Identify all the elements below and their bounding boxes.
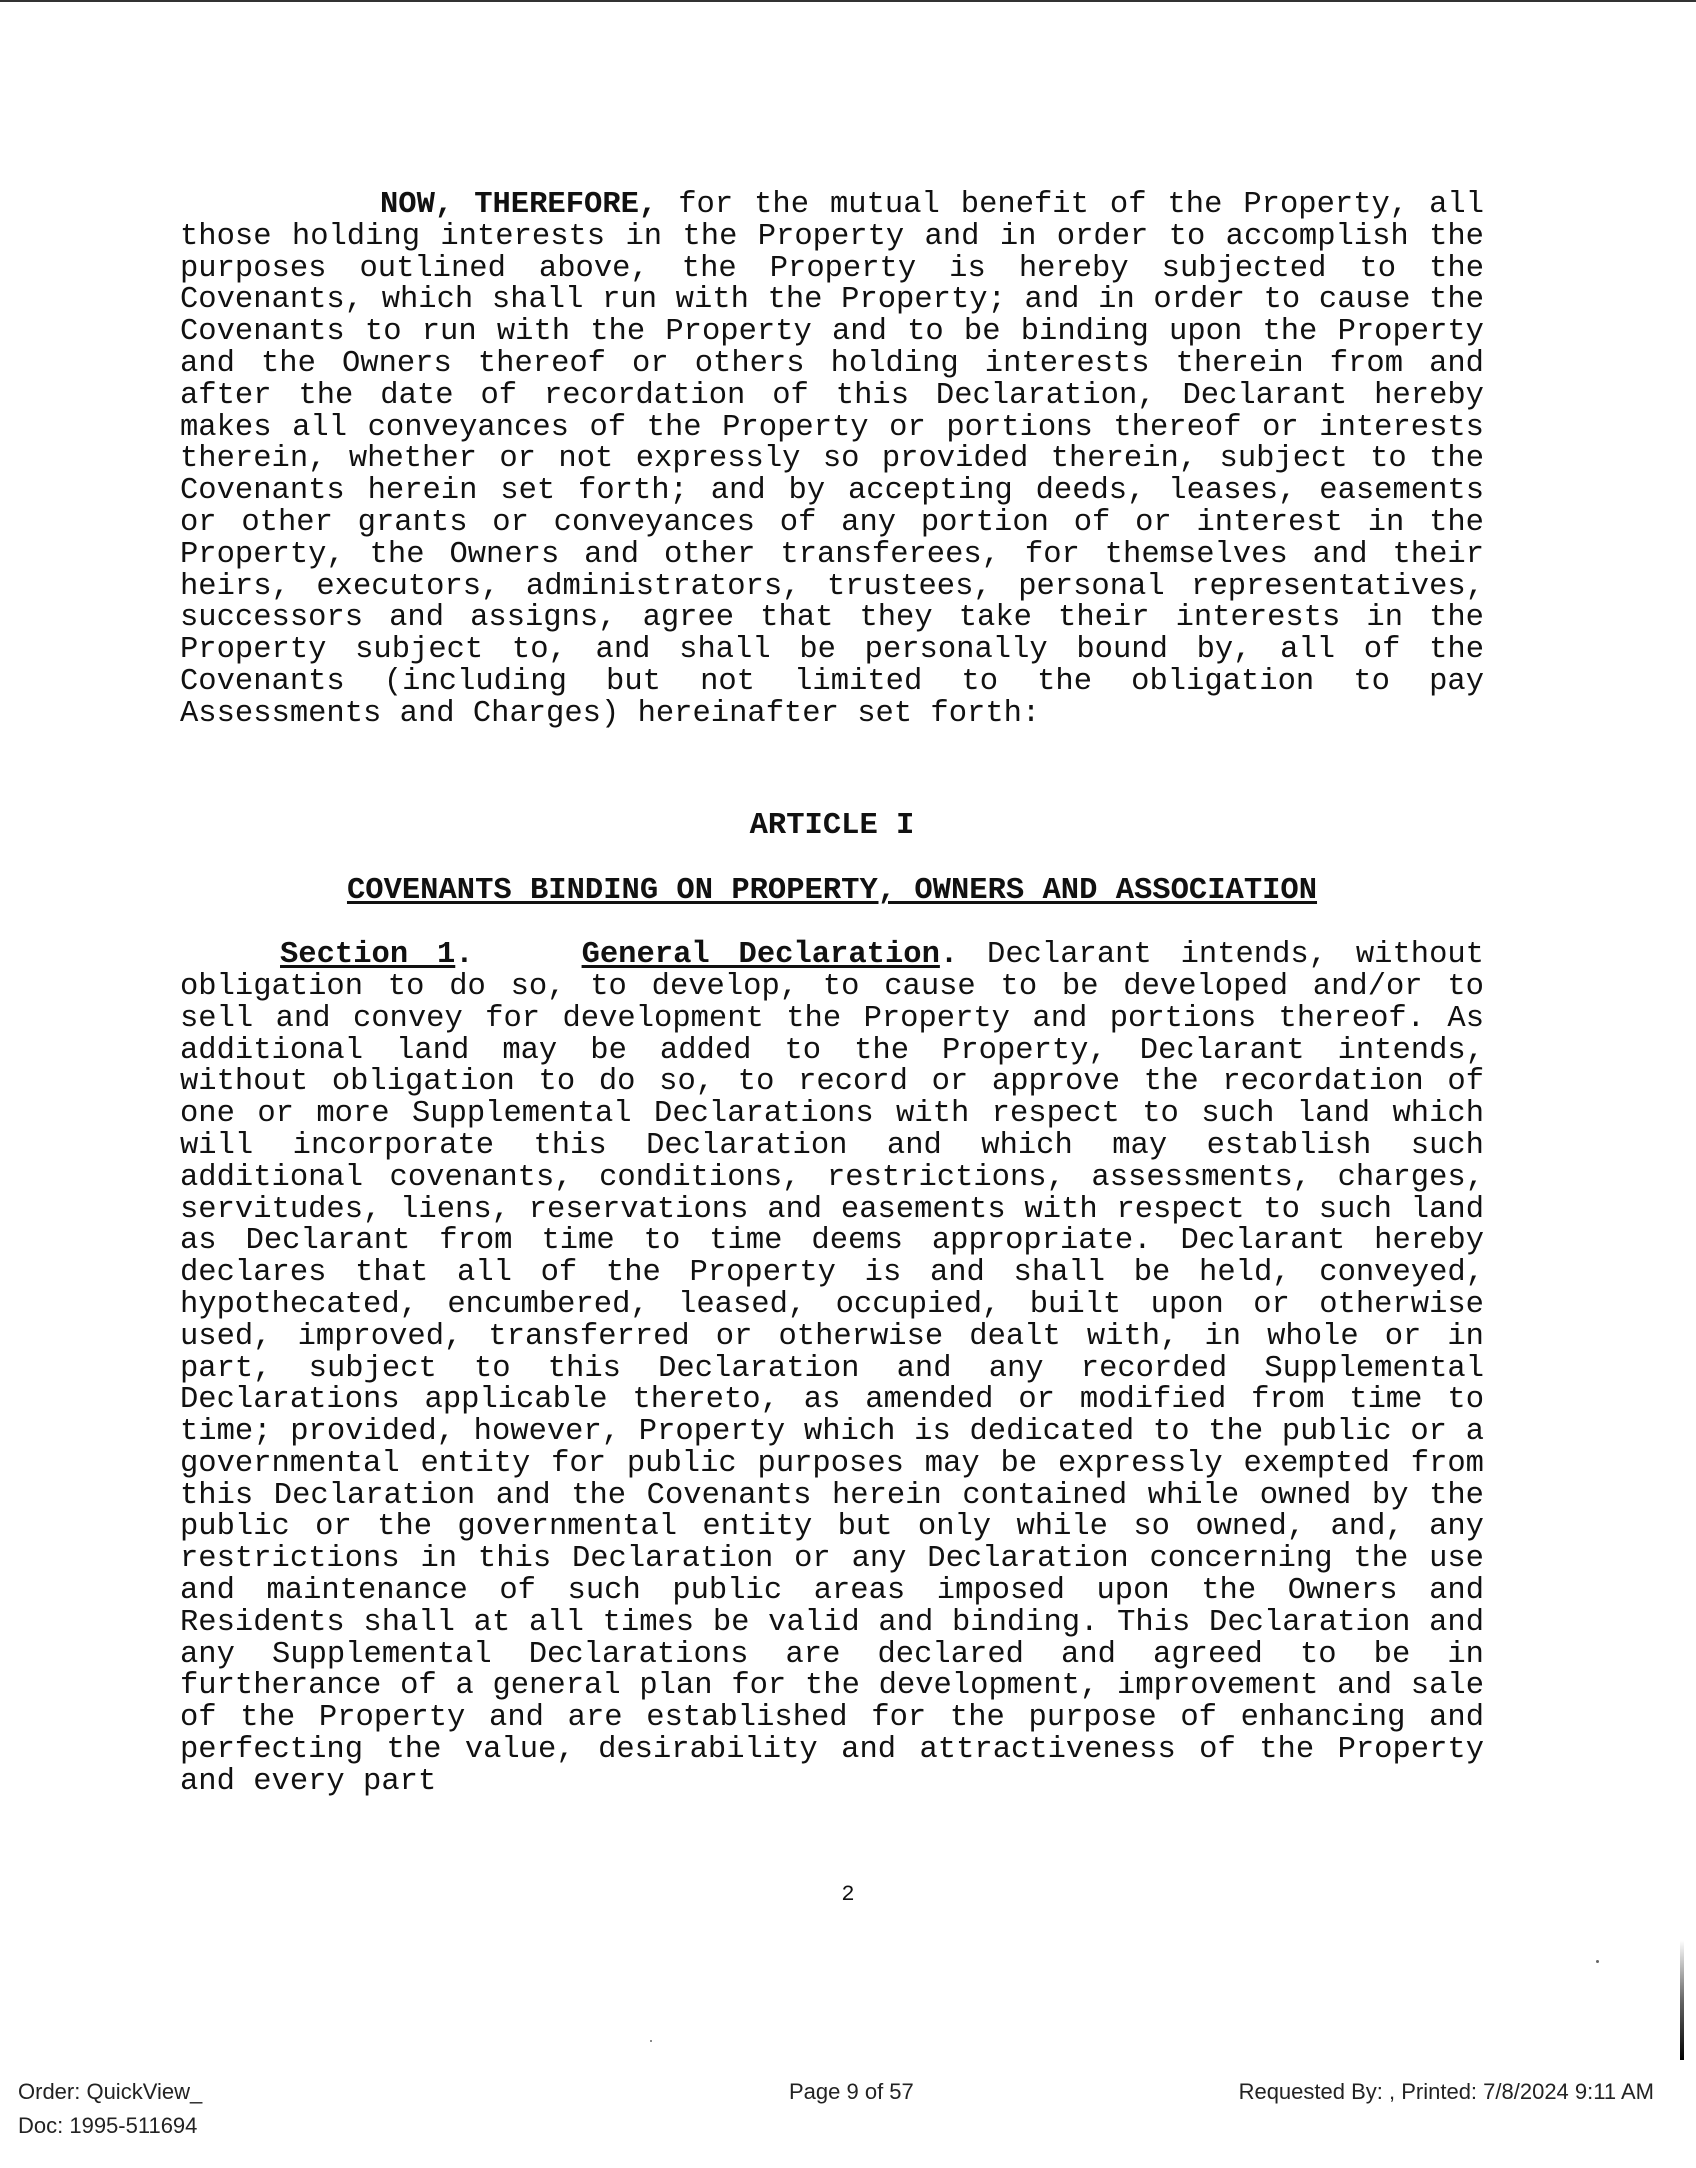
section-1-heading-period: . <box>939 938 959 973</box>
section-1-heading: General Declaration <box>581 938 940 973</box>
section-1-text: Declarant intends, without obligation to do so, to develop, to cause to be developed and/or to sell and convey for development the Property and portions thereof. As additional land may be added to the Property, Declarant intends, without obligation to do so, to record or approve the recordation of one or more Supplemental Declarations with respect to such land which will incorporate this Declaration and which may establish such additional covenants, conditions, restrictions, assessments, charges, servitudes, liens, reservations and easements with respect to such land as Declarant from time to time deems appropriate. Declarant hereby declares that all of the Property is and shall be held, conveyed, hypothecated, encumbered, leased, occupied, built upon or otherwise used, improved, transferred or otherwise dealt with, in whole or in part, subject to this Declaration and any recorded Supplemental Declarations applicable thereto, as amended or modified from time to time; provided, however, Property which is dedicated to the public or a governmental entity for public purposes may be expressly exempted from this Declaration and the Covenants herein contained while owned by the public or the governmental entity but only while so owned, and, any restrictions in this Declaration or any Declaration concerning the use and maintenance of such public areas imposed upon the Owners and Residents shall at all times be valid and binding. This Declaration and any Supplemental Declarations are declared and agreed to be in furtherance of a general plan for the development, improvement and sale of the Property and are established for the purpose of enhancing and perfecting the value, desirability and attractiveness of the Property and every part <box>180 938 1484 1799</box>
footer-order: Order: QuickView_ <box>18 2079 203 2104</box>
article-number: ARTICLE I <box>749 808 915 843</box>
section-1-paragraph <box>180 940 1484 1799</box>
section-1-label: Section 1 <box>280 938 456 973</box>
footer-requested-printed: Requested By: , Printed: 7/8/2024 9:11 AM <box>1238 2079 1654 2104</box>
document-body <box>180 190 1484 1799</box>
article-title: COVENANTS BINDING ON PROPERTY, OWNERS AND ASSOCIATION <box>346 874 1318 909</box>
intro-lead: NOW, THEREFORE, <box>380 188 658 222</box>
section-1-period: . <box>455 938 474 973</box>
page-number: 2 <box>841 1882 855 1907</box>
top-border <box>0 0 1696 2</box>
footer-page-indicator: Page 9 of 57 <box>789 2079 914 2104</box>
scan-edge-mark <box>1680 1940 1684 2060</box>
scan-speck <box>1596 1960 1599 1963</box>
intro-paragraph <box>180 190 1484 731</box>
footer-doc: Doc: 1995-511694 <box>18 2113 198 2138</box>
scan-speck <box>650 2040 652 2042</box>
intro-text: for the mutual benefit of the Property, all those holding interests in the Property and in order to accomplish the purposes outlined above, the Property is hereby subjected to the Covenants, which shall run with the Property; and in order to cause the Covenants to run with the Property and to be binding upon the Property and the Owners thereof or others holding interests therein from and after the date of recordation of this Declaration, Declarant hereby makes all conveyances of the Property or portions thereof or interests therein, whether or not expressly so provided therein, subject to the Covenants herein set forth; and by accepting deeds, leases, easements or other grants or conveyances of any portion of or interest in the Property, the Owners and other transferees, for themselves and their heirs, executors, administrators, trustees, personal representatives, successors and assigns, agree that they take their interests in the Property subject to, and shall be personally bound by, all of the Covenants (including but not limited to the obligation to pay Assessments and Charges) hereinafter set forth: <box>180 188 1484 731</box>
